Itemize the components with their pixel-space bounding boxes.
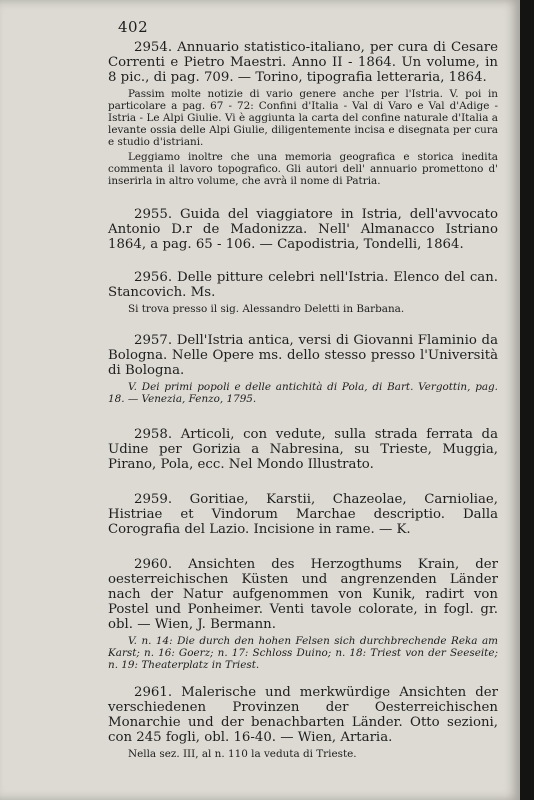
entry-note: V. n. 14: Die durch den hohen Felsen sich durchbrechende Reka am Karst; n. 16: Goerz; n. 17: Schloss Duino; n. 18: Triest von der Seeseite; n. 19: Theaterplatz in Triest.	[108, 635, 498, 671]
entry-text: 2954. Annuario statistico-italiano, per cura di Cesare Correnti e Pietro Maestri. Anno II - 1864. Un volume, in 8 pic., di pag. 709. — Torino, tipografia letteraria, 1864.	[108, 40, 498, 85]
entry-text: 2958. Articoli, con vedute, sulla strada ferrata da Udine per Gorizia a Nabresina, su Trieste, Muggia, Pirano, Pola, ecc. Nel Mondo Illustrato.	[108, 427, 498, 472]
entry-text: 2955. Guida del viaggiatore in Istria, dell'avvocato Antonio D.r de Madonizza. Nell' Almanacco Istriano 1864, a pag. 65 - 106. — Capodistria, Tondelli, 1864.	[108, 207, 498, 252]
entry-note: Leggiamo inoltre che una memoria geografica e storica inedita commenta il lavoro topografico. Gli autori dell' annuario promettono d' inserirla in altro volume, che avrà il nome di Patria.	[108, 151, 498, 187]
entry-2956	[108, 270, 498, 315]
entry-2955	[108, 207, 498, 252]
entry-2959	[108, 492, 498, 537]
entry-text: 2959. Goritiae, Karstii, Chazeolae, Carnioliae, Histriae et Vindorum Marchae descriptio. Dalla Corografia del Lazio. Incisione in rame. — K.	[108, 492, 498, 537]
entry-2957	[108, 333, 498, 405]
bibliography-list	[108, 40, 498, 772]
entry-2954	[108, 40, 498, 187]
page-number: 402	[118, 18, 149, 36]
entry-2958	[108, 427, 498, 472]
entry-text: 2960. Ansichten des Herzogthums Krain, der oesterreichischen Küsten und angrenzenden Länder nach der Natur aufgenommen von Kunik, radirt von Postel und Ponheimer. Venti tavole colorate, in fogl. gr. obl. — Wien, J. Bermann.	[108, 557, 498, 632]
entry-note: Si trova presso il sig. Alessandro Deletti in Barbana.	[128, 303, 405, 315]
page-gutter-shadow	[520, 0, 534, 800]
entry-note: Nella sez. III, al n. 110 la veduta di Trieste.	[128, 748, 357, 760]
entry-note: Passim molte notizie di vario genere anche per l'Istria. V. poi in particolare a pag. 67 - 72: Confini d'Italia - Val di Varo e Val d'Adige - Istria - Le Alpi Giulie. Vi è aggiunta la carta del confine naturale d'Italia a levante ossia delle Alpi Giulie, diligentemente incisa e disegnata per cura e studio d'istriani.	[108, 88, 498, 148]
entry-note: V. Dei primi popoli e delle antichità di Pola, di Bart. Vergottin, pag. 18. — Venezia, Fenzo, 1795.	[108, 381, 498, 405]
entry-text: 2957. Dell'Istria antica, versi di Giovanni Flaminio da Bologna. Nelle Opere ms. dello stesso presso l'Università di Bologna.	[108, 333, 498, 378]
entry-text: 2956. Delle pitture celebri nell'Istria. Elenco del can. Stancovich. Ms.	[108, 270, 498, 300]
entry-2960	[108, 557, 498, 671]
entry-2961	[108, 685, 498, 760]
entry-text: 2961. Malerische und merkwürdige Ansichten der verschiedenen Provinzen der Oesterreichischen Monarchie und der benachbarten Länder. Otto sezioni, con 245 fogli, obl. 16-40. — Wien, Artaria.	[108, 685, 498, 745]
